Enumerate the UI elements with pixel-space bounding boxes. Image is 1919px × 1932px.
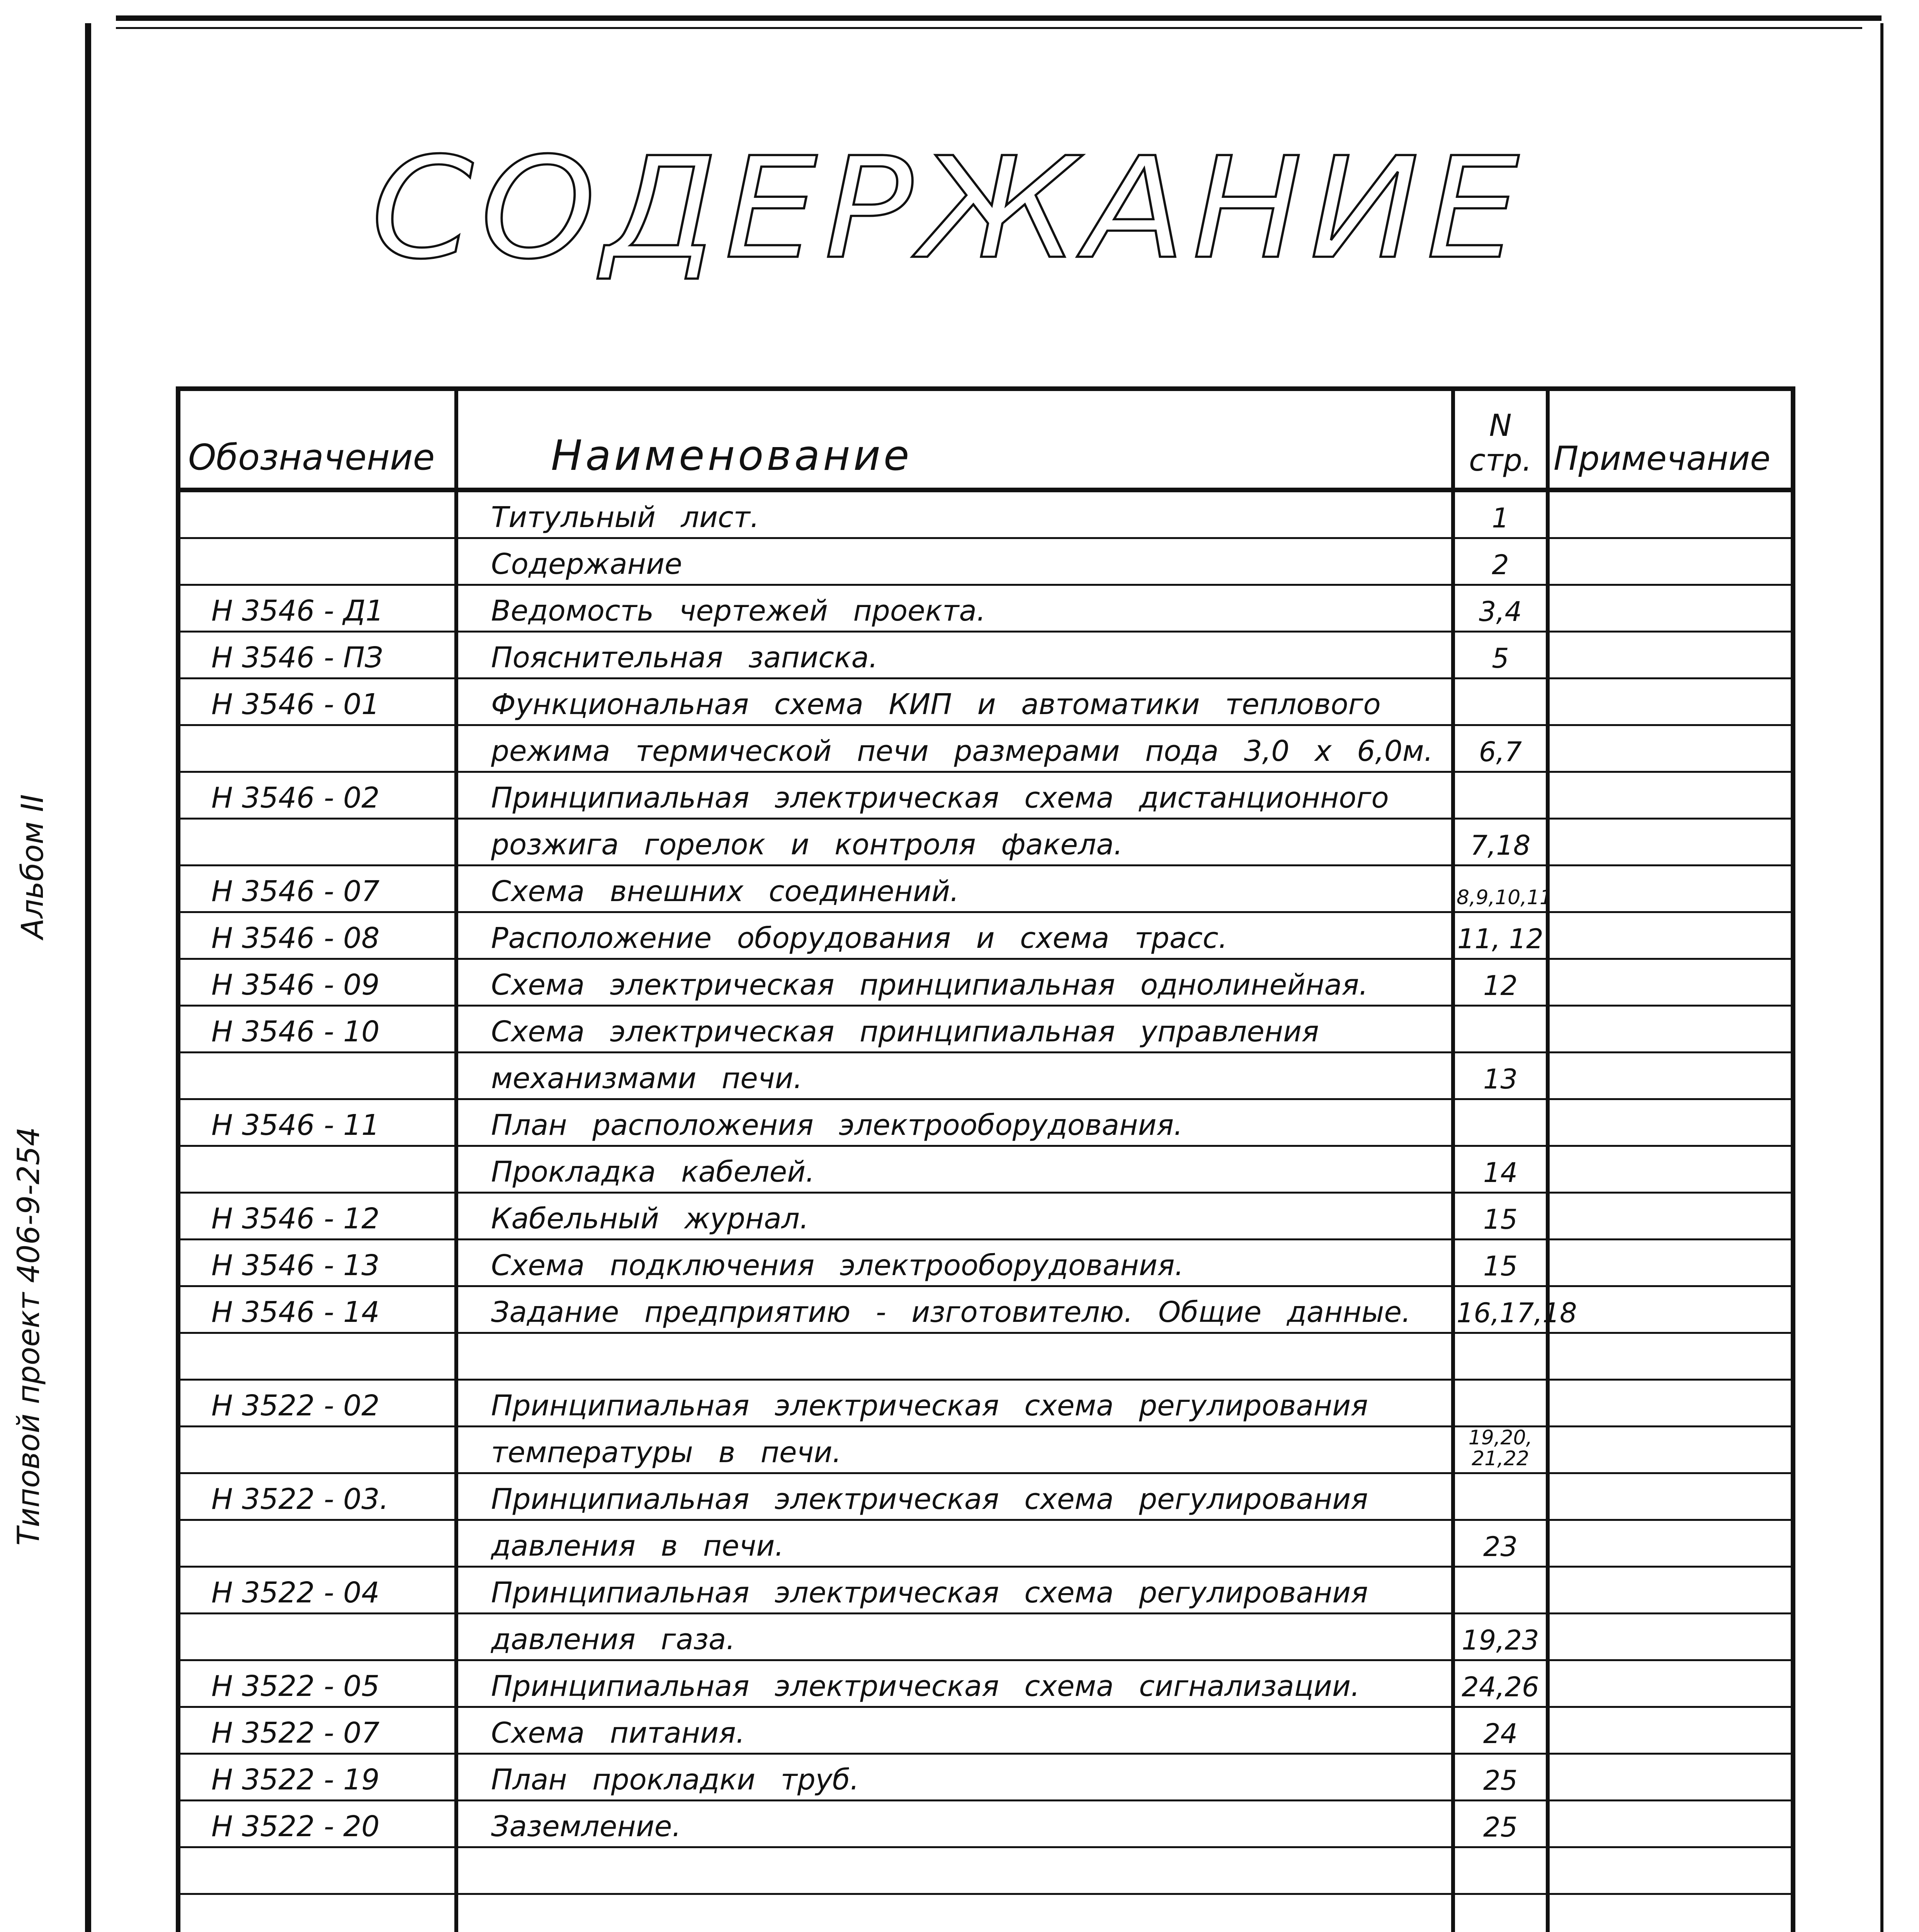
cell-page bbox=[1453, 1099, 1548, 1146]
table-row bbox=[178, 1193, 1793, 1240]
cell-note bbox=[1548, 866, 1793, 912]
table-row bbox=[178, 585, 1793, 632]
table-row bbox=[178, 866, 1793, 912]
cell-code: Н 3522 - 03. bbox=[178, 1473, 456, 1520]
cell-code: Н 3546 - 08 bbox=[178, 912, 456, 959]
cell-page: 25 bbox=[1453, 1801, 1548, 1847]
cell-page: 24 bbox=[1453, 1707, 1548, 1754]
cell-note bbox=[1548, 1660, 1793, 1707]
table-row bbox=[178, 1053, 1793, 1099]
cell-code: Н 3546 - 07 bbox=[178, 866, 456, 912]
table-row bbox=[178, 959, 1793, 1006]
cell-code: Н 3522 - 07 bbox=[178, 1707, 456, 1754]
cell-code bbox=[178, 725, 456, 772]
cell-code bbox=[178, 1146, 456, 1193]
table-row bbox=[178, 912, 1793, 959]
cell-name: Схема подключения электрооборудования. bbox=[456, 1240, 1453, 1286]
cell-name: Содержание bbox=[456, 538, 1453, 585]
cell-note bbox=[1548, 1333, 1793, 1380]
header-code: Обозначение bbox=[178, 389, 456, 490]
cell-code bbox=[178, 1894, 456, 1932]
cell-code: Н 3522 - 20 bbox=[178, 1801, 456, 1847]
cell-page: 2 bbox=[1453, 538, 1548, 585]
cell-code bbox=[178, 1053, 456, 1099]
cell-page: 23 bbox=[1453, 1520, 1548, 1567]
cell-name: Схема внешних соединений. bbox=[456, 866, 1453, 912]
cell-code bbox=[178, 1520, 456, 1567]
cell-page: 14 bbox=[1453, 1146, 1548, 1193]
cell-name: Ведомость чертежей проекта. bbox=[456, 585, 1453, 632]
table-row bbox=[178, 1707, 1793, 1754]
table-row bbox=[178, 772, 1793, 819]
cell-name: Принципиальная электрическая схема регулирования bbox=[456, 1567, 1453, 1614]
cell-code: Н 3546 - 13 bbox=[178, 1240, 456, 1286]
cell-page bbox=[1453, 772, 1548, 819]
cell-note bbox=[1548, 679, 1793, 725]
cell-note bbox=[1548, 1707, 1793, 1754]
cell-name: Прокладка кабелей. bbox=[456, 1146, 1453, 1193]
header-page bbox=[1453, 389, 1548, 490]
table-row bbox=[178, 1754, 1793, 1801]
header-page-number: N bbox=[1489, 408, 1512, 443]
cell-name: План прокладки труб. bbox=[456, 1754, 1453, 1801]
table-row bbox=[178, 1006, 1793, 1053]
cell-note bbox=[1548, 538, 1793, 585]
cell-page bbox=[1453, 1473, 1548, 1520]
cell-name: розжига горелок и контроля факела. bbox=[456, 819, 1453, 866]
table-row bbox=[178, 1333, 1793, 1380]
cell-name: Принципиальная электрическая схема регулирования bbox=[456, 1380, 1453, 1427]
table-row bbox=[178, 1427, 1793, 1473]
table-row bbox=[178, 1520, 1793, 1567]
cell-name: Расположение оборудования и схема трасс. bbox=[456, 912, 1453, 959]
cell-page: 19,20, 21,22 bbox=[1453, 1427, 1548, 1473]
cell-code: Н 3546 - 09 bbox=[178, 959, 456, 1006]
cell-page: 12 bbox=[1453, 959, 1548, 1006]
cell-note bbox=[1548, 959, 1793, 1006]
cell-name: Кабельный журнал. bbox=[456, 1193, 1453, 1240]
cell-name: режима термической печи размерами пода 3,0 х 6,0м. bbox=[456, 725, 1453, 772]
top-border-rule bbox=[116, 15, 1882, 21]
margin-album-label: Альбом II bbox=[15, 794, 50, 939]
cell-code: Н 3546 - Д1 bbox=[178, 585, 456, 632]
cell-code: Н 3546 - 01 bbox=[178, 679, 456, 725]
cell-page: 7,18 bbox=[1453, 819, 1548, 866]
table-row bbox=[178, 679, 1793, 725]
cell-code bbox=[178, 1333, 456, 1380]
cell-name bbox=[456, 1333, 1453, 1380]
cell-code: Н 3522 - 19 bbox=[178, 1754, 456, 1801]
cell-note bbox=[1548, 585, 1793, 632]
cell-name: Заземление. bbox=[456, 1801, 1453, 1847]
cell-code: Н 3546 - 11 bbox=[178, 1099, 456, 1146]
contents-table bbox=[176, 386, 1795, 1932]
cell-note bbox=[1548, 1006, 1793, 1053]
cell-name: Задание предприятию - изготовителю. Общие данные. bbox=[456, 1286, 1453, 1333]
cell-code bbox=[178, 819, 456, 866]
table-row bbox=[178, 1380, 1793, 1427]
table-row bbox=[178, 1567, 1793, 1614]
cell-name: Пояснительная записка. bbox=[456, 632, 1453, 679]
table-row bbox=[178, 1286, 1793, 1333]
cell-name bbox=[456, 1894, 1453, 1932]
cell-page: 15 bbox=[1453, 1193, 1548, 1240]
cell-name: Схема электрическая принципиальная управления bbox=[456, 1006, 1453, 1053]
cell-page bbox=[1453, 679, 1548, 725]
cell-page: 19,23 bbox=[1453, 1614, 1548, 1660]
cell-page bbox=[1453, 1006, 1548, 1053]
cell-note bbox=[1548, 725, 1793, 772]
cell-code: Н 3546 - 10 bbox=[178, 1006, 456, 1053]
cell-note bbox=[1548, 490, 1793, 538]
header-note: Примечание bbox=[1548, 389, 1793, 490]
cell-name: давления газа. bbox=[456, 1614, 1453, 1660]
cell-name: Принципиальная электрическая схема дистанционного bbox=[456, 772, 1453, 819]
cell-page: 16,17,18 bbox=[1453, 1286, 1548, 1333]
table-row bbox=[178, 632, 1793, 679]
cell-page: 5 bbox=[1453, 632, 1548, 679]
cell-code bbox=[178, 1427, 456, 1473]
cell-note bbox=[1548, 819, 1793, 866]
table-header-row bbox=[178, 389, 1793, 490]
cell-page bbox=[1453, 1333, 1548, 1380]
table-row bbox=[178, 1894, 1793, 1932]
cell-note bbox=[1548, 1894, 1793, 1932]
cell-name: механизмами печи. bbox=[456, 1053, 1453, 1099]
cell-code bbox=[178, 1614, 456, 1660]
table-row bbox=[178, 1614, 1793, 1660]
cell-note bbox=[1548, 1099, 1793, 1146]
table-body bbox=[178, 490, 1793, 1932]
cell-page: 25 bbox=[1453, 1754, 1548, 1801]
cell-page: 6,7 bbox=[1453, 725, 1548, 772]
cell-note bbox=[1548, 772, 1793, 819]
cell-page: 11, 12 bbox=[1453, 912, 1548, 959]
table-row bbox=[178, 725, 1793, 772]
table-row bbox=[178, 1473, 1793, 1520]
cell-page bbox=[1453, 1847, 1548, 1894]
table-row bbox=[178, 819, 1793, 866]
table-row bbox=[178, 1847, 1793, 1894]
table-row bbox=[178, 490, 1793, 538]
cell-name: температуры в печи. bbox=[456, 1427, 1453, 1473]
cell-note bbox=[1548, 1240, 1793, 1286]
cell-name: давления в печи. bbox=[456, 1520, 1453, 1567]
cell-page: 13 bbox=[1453, 1053, 1548, 1099]
cell-page: 1 bbox=[1453, 490, 1548, 538]
cell-note bbox=[1548, 1053, 1793, 1099]
cell-code: Н 3546 - 12 bbox=[178, 1193, 456, 1240]
cell-page bbox=[1453, 1380, 1548, 1427]
cell-name: Схема электрическая принципиальная однолинейная. bbox=[456, 959, 1453, 1006]
table-row bbox=[178, 538, 1793, 585]
cell-name: Принципиальная электрическая схема сигнализации. bbox=[456, 1660, 1453, 1707]
cell-name bbox=[456, 1847, 1453, 1894]
cell-note bbox=[1548, 632, 1793, 679]
cell-page: 3,4 bbox=[1453, 585, 1548, 632]
cell-name: Титульный лист. bbox=[456, 490, 1453, 538]
cell-page: 15 bbox=[1453, 1240, 1548, 1286]
cell-page: 8,9,10,11 bbox=[1453, 866, 1548, 912]
cell-note bbox=[1548, 1193, 1793, 1240]
cell-code: Н 3546 - 14 bbox=[178, 1286, 456, 1333]
table-row bbox=[178, 1660, 1793, 1707]
cell-note bbox=[1548, 1801, 1793, 1847]
cell-code: Н 3546 - ПЗ bbox=[178, 632, 456, 679]
cell-note bbox=[1548, 1567, 1793, 1614]
cell-name: Принципиальная электрическая схема регулирования bbox=[456, 1473, 1453, 1520]
cell-page bbox=[1453, 1894, 1548, 1932]
cell-name: План расположения электрооборудования. bbox=[456, 1099, 1453, 1146]
cell-note bbox=[1548, 1380, 1793, 1427]
cell-code: Н 3522 - 04 bbox=[178, 1567, 456, 1614]
page-title: СОДЕРЖАНИЕ bbox=[371, 127, 1526, 290]
cell-code: Н 3522 - 05 bbox=[178, 1660, 456, 1707]
table-row bbox=[178, 1146, 1793, 1193]
cell-note bbox=[1548, 1754, 1793, 1801]
cell-code bbox=[178, 1847, 456, 1894]
header-name: Наименование bbox=[456, 389, 1453, 490]
cell-code bbox=[178, 538, 456, 585]
cell-note bbox=[1548, 1286, 1793, 1333]
cell-note bbox=[1548, 912, 1793, 959]
cell-code bbox=[178, 490, 456, 538]
header-page-label: стр. bbox=[1469, 443, 1532, 478]
margin-project-label: Типовой проект 406-9-254 bbox=[12, 1127, 46, 1546]
cell-name: Функциональная схема КИП и автоматики теплового bbox=[456, 679, 1453, 725]
cell-note bbox=[1548, 1146, 1793, 1193]
cell-page bbox=[1453, 1567, 1548, 1614]
table-row bbox=[178, 1801, 1793, 1847]
cell-code: Н 3546 - 02 bbox=[178, 772, 456, 819]
cell-note bbox=[1548, 1520, 1793, 1567]
cell-page: 24,26 bbox=[1453, 1660, 1548, 1707]
table-row bbox=[178, 1099, 1793, 1146]
table-row bbox=[178, 1240, 1793, 1286]
cell-code: Н 3522 - 02 bbox=[178, 1380, 456, 1427]
cell-note bbox=[1548, 1614, 1793, 1660]
cell-note bbox=[1548, 1427, 1793, 1473]
cell-note bbox=[1548, 1847, 1793, 1894]
cell-note bbox=[1548, 1473, 1793, 1520]
cell-name: Схема питания. bbox=[456, 1707, 1453, 1754]
